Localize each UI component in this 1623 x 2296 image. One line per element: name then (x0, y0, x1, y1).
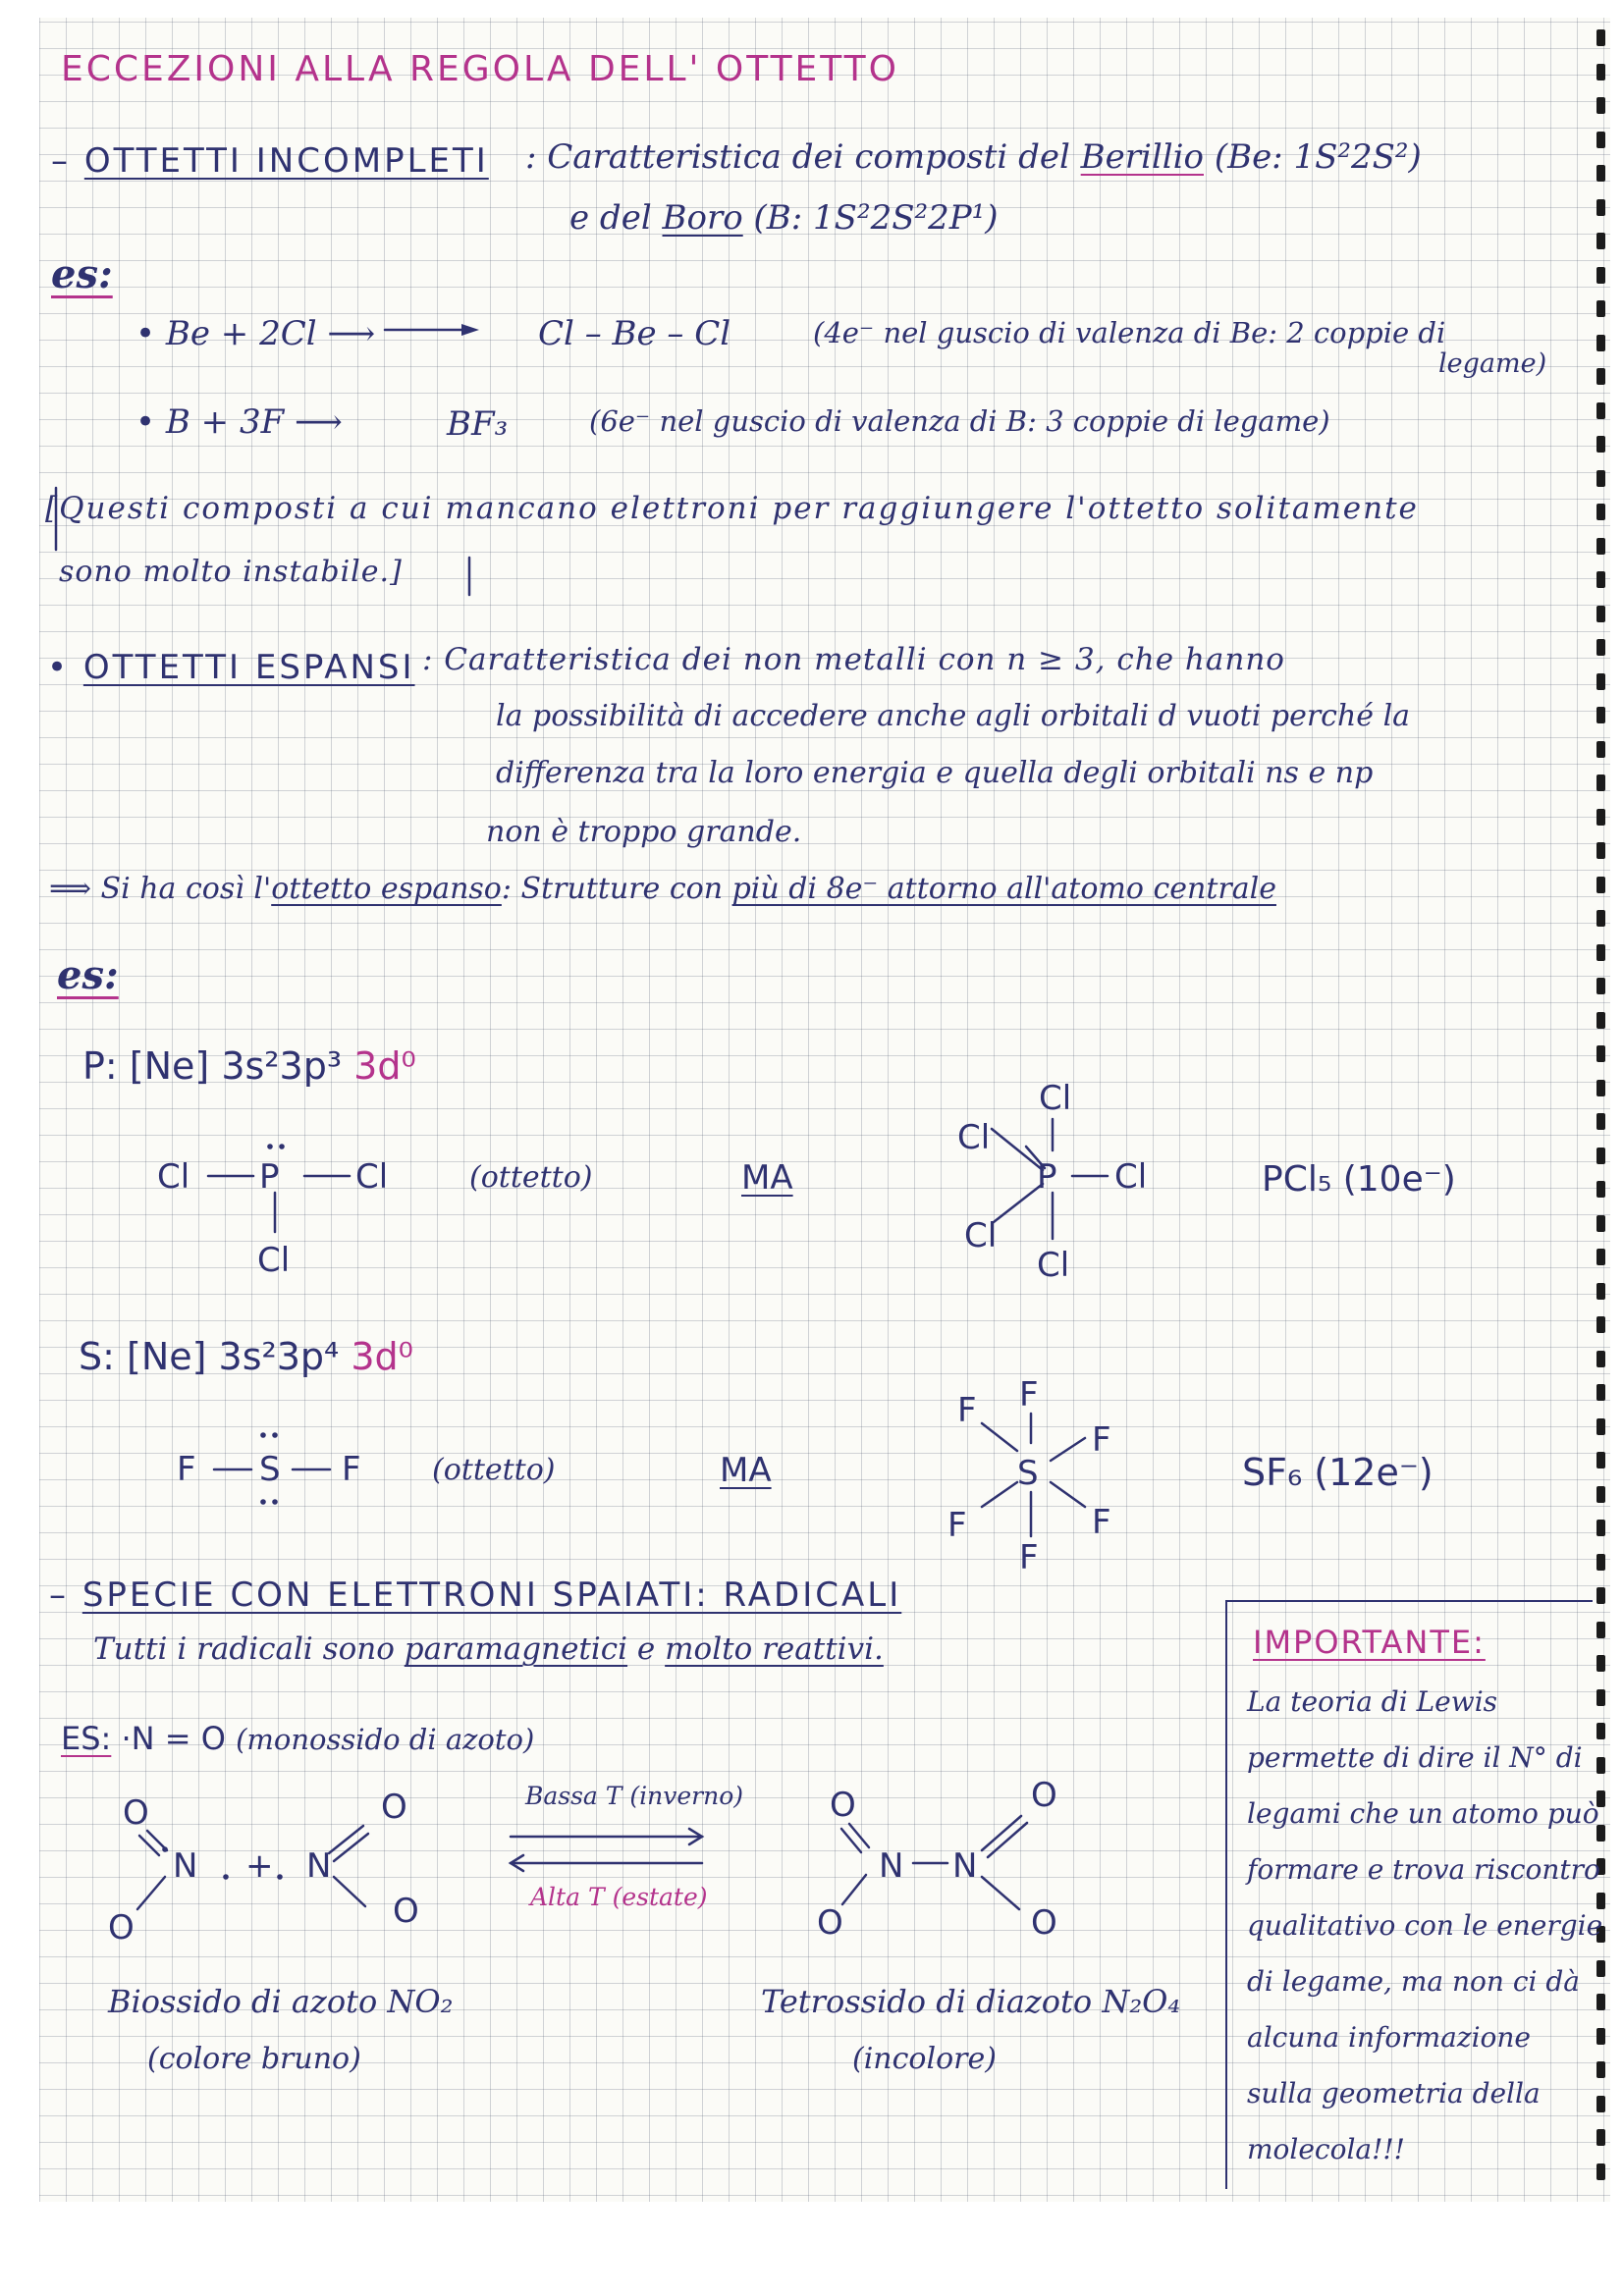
example-be-product: Cl – Be – Cl (538, 314, 731, 353)
f-atom: F (1019, 1375, 1039, 1415)
binding-hole (1596, 2163, 1605, 2180)
binding-hole (1596, 707, 1605, 723)
o-atom: O (830, 1786, 856, 1825)
pcl3-octet-label: (ottetto) (469, 1160, 593, 1195)
binding-hole (1596, 335, 1605, 351)
binding-hole (1596, 639, 1605, 656)
page-title: ECCEZIONI ALLA REGOLA DELL' OTTETTO (61, 49, 899, 89)
binding-hole (1596, 368, 1605, 385)
binding-hole (1596, 1351, 1605, 1367)
binding-hole (1596, 809, 1605, 826)
p-atom: P (259, 1157, 280, 1197)
n2o4-name: Tetrossido di diazoto N₂O₄ (761, 1983, 1181, 2020)
binding-hole (1596, 1148, 1605, 1164)
binding-hole (1596, 1452, 1605, 1468)
binding-hole (1596, 1486, 1605, 1503)
incomplete-description: : Caratteristica dei composti del Berillio (Be: 1S²2S²) (525, 137, 1422, 177)
important-line: permette di dire il N° di (1247, 1741, 1583, 1774)
o-atom: O (123, 1793, 149, 1833)
binding-hole (1596, 1384, 1605, 1401)
binding-hole (1596, 300, 1605, 317)
binding-hole (1596, 29, 1605, 46)
example-b-reaction: • B + 3F ⟶ (135, 402, 343, 442)
binding-hole (1596, 1554, 1605, 1571)
cl-atom: Cl (964, 1216, 998, 1255)
cl-atom: Cl (1114, 1157, 1148, 1197)
binding-hole (1596, 132, 1605, 148)
binding-hole (1596, 1893, 1605, 1909)
important-line: legami che un atomo può (1247, 1797, 1599, 1830)
cl-atom: Cl (1037, 1246, 1070, 1285)
binding-hole (1596, 1622, 1605, 1638)
s-atom: S (1017, 1454, 1039, 1493)
binding-hole (1596, 741, 1605, 758)
f-atom: F (1092, 1503, 1111, 1542)
f-atom: F (1019, 1538, 1039, 1577)
sf2-octet-label: (ottetto) (432, 1453, 556, 1487)
section-heading-radicals: – SPECIE CON ELETTRONI SPAIATI: RADICALI (49, 1575, 902, 1615)
binding-hole (1596, 2096, 1605, 2112)
binding-hole (1596, 436, 1605, 453)
n2o4-color: (incolore) (852, 2042, 997, 2076)
binding-hole (1596, 64, 1605, 80)
n-atom: N (306, 1846, 332, 1886)
binding-hole (1596, 199, 1605, 216)
binding-hole (1596, 910, 1605, 927)
o-atom: O (381, 1788, 407, 1827)
binding-hole (1596, 842, 1605, 859)
binding-hole (1596, 1249, 1605, 1265)
binding-hole (1596, 504, 1605, 520)
o-atom: O (1031, 1903, 1057, 1943)
p-atom: P (1037, 1157, 1057, 1197)
reverse-condition: Alta T (estate) (530, 1883, 708, 1911)
phosphorus-config: P: [Ne] 3s²3p³ 3d⁰ (82, 1044, 416, 1088)
binding-hole (1596, 606, 1605, 622)
cl-atom: Cl (157, 1157, 190, 1197)
binding-hole (1596, 571, 1605, 588)
important-heading: IMPORTANTE: (1253, 1624, 1486, 1661)
binding-hole (1596, 1113, 1605, 1130)
important-line: sulla geometria della (1247, 2077, 1541, 2109)
incomplete-description-2: e del Boro (B: 1S²2S²2P¹) (569, 198, 999, 238)
binding-hole (1596, 1316, 1605, 1333)
cl-atom: Cl (355, 1157, 389, 1197)
binding-hole (1596, 944, 1605, 961)
no2-color: (colore bruno) (147, 2042, 361, 2076)
binding-hole (1596, 538, 1605, 555)
section-heading-incomplete: – OTTETTI INCOMPLETI (51, 141, 489, 181)
example-label-1: es: (51, 251, 113, 297)
f-atom: F (947, 1506, 967, 1545)
binding-hole (1596, 1587, 1605, 1604)
binding-hole (1596, 1045, 1605, 1062)
important-line: qualitativo con le energie (1247, 1909, 1603, 1942)
binding-hole (1596, 2129, 1605, 2146)
no2-name: Biossido di azoto NO₂ (108, 1983, 454, 2020)
sf6-formula: SF₆ (12e⁻) (1242, 1451, 1434, 1494)
binding-hole (1596, 1080, 1605, 1096)
binding-hole (1596, 1418, 1605, 1435)
binding-hole (1596, 1994, 1605, 2010)
n-atom: N (952, 1846, 978, 1886)
example-be-reaction: • Be + 2Cl ⟶ (135, 314, 376, 353)
o-atom: O (108, 1908, 135, 1948)
binding-hole (1596, 1960, 1605, 1977)
radicals-text: Tutti i radicali sono paramagnetici e molto reattivi. (93, 1631, 884, 1667)
binding-hole (1596, 1723, 1605, 1739)
section-heading-expanded: • OTTETTI ESPANSI (47, 648, 415, 687)
binding-hole (1596, 2028, 1605, 2045)
binding-hole (1596, 1283, 1605, 1300)
binding-hole (1596, 1181, 1605, 1198)
stability-note-1: [Questi composti a cui mancano elettroni per raggiungere l'ottetto solitamente (45, 491, 1419, 526)
n-atom: N (879, 1846, 904, 1886)
important-line: La teoria di Lewis (1247, 1685, 1498, 1718)
binding-hole (1596, 1655, 1605, 1672)
f-atom: F (177, 1450, 196, 1489)
beryllium-term: Berillio (1080, 137, 1204, 177)
n-atom: N (173, 1846, 198, 1886)
sulfur-config: S: [Ne] 3s²3p⁴ 3d⁰ (79, 1335, 413, 1378)
binding-hole (1596, 97, 1605, 114)
important-box (1225, 1600, 1603, 2189)
pcl3-ma-label: MA (741, 1158, 793, 1198)
pcl5-formula: PCl₅ (10e⁻) (1262, 1159, 1456, 1200)
example-label-2: es: (57, 952, 119, 998)
cl-atom: Cl (957, 1118, 991, 1157)
binding-hole (1596, 1012, 1605, 1029)
binding-hole (1596, 978, 1605, 994)
example-b-note: (6e⁻ nel guscio di valenza di B: 3 coppie di legame) (589, 404, 1330, 438)
expanded-text-4: non è troppo grande. (486, 815, 802, 849)
important-line: alcuna informazione (1247, 2021, 1531, 2054)
binding-hole (1596, 470, 1605, 487)
important-line: di legame, ma non ci dà (1247, 1965, 1580, 1998)
binding-hole (1596, 1520, 1605, 1536)
binding-hole (1596, 774, 1605, 791)
radical-example: ES: ·N = O (monossido di azoto) (61, 1720, 535, 1757)
f-atom: F (342, 1450, 361, 1489)
cl-atom: Cl (1039, 1079, 1072, 1118)
f-atom: F (957, 1391, 977, 1430)
binding-hole (1596, 2061, 1605, 2078)
binding-hole (1596, 1689, 1605, 1706)
s-atom: S (259, 1450, 281, 1489)
binding-hole (1596, 165, 1605, 182)
binding-hole (1596, 402, 1605, 419)
binding-hole (1596, 877, 1605, 893)
boron-term: Boro (662, 198, 743, 238)
forward-condition: Bassa T (inverno) (525, 1782, 744, 1810)
example-be-note-2: legame) (1438, 348, 1547, 379)
expanded-text-2: la possibilità di accedere anche agli orbitali d vuoti perché la (496, 699, 1411, 733)
binding-hole (1596, 1757, 1605, 1774)
plus-sign: + (245, 1846, 274, 1886)
o-atom: O (817, 1903, 843, 1943)
expanded-conclusion: ⟹ Si ha così l'ottetto espanso: Strutture con più di 8e⁻ attorno all'atomo centrale (49, 872, 1276, 906)
important-line: molecola!!! (1247, 2133, 1405, 2165)
binding-hole (1596, 1215, 1605, 1232)
f-atom: F (1092, 1420, 1111, 1460)
cl-atom: Cl (257, 1241, 291, 1280)
sf2-ma-label: MA (720, 1451, 772, 1490)
stability-note-2: sono molto instabile.] (59, 555, 403, 589)
binding-hole (1596, 267, 1605, 284)
example-be-note: (4e⁻ nel guscio di valenza di Be: 2 coppie di (813, 316, 1446, 349)
expanded-text-1: : Caratteristica dei non metalli con n ≥ 3, che hanno (422, 642, 1285, 677)
expanded-text-3: differenza tra la loro energia e quella degli orbitali ns e np (496, 756, 1374, 790)
important-line: formare e trova riscontro (1247, 1853, 1600, 1886)
o-atom: O (393, 1892, 419, 1931)
binding-hole (1596, 233, 1605, 249)
example-b-product: BF₃ (447, 404, 509, 444)
o-atom: O (1031, 1776, 1057, 1815)
binding-hole (1596, 673, 1605, 690)
